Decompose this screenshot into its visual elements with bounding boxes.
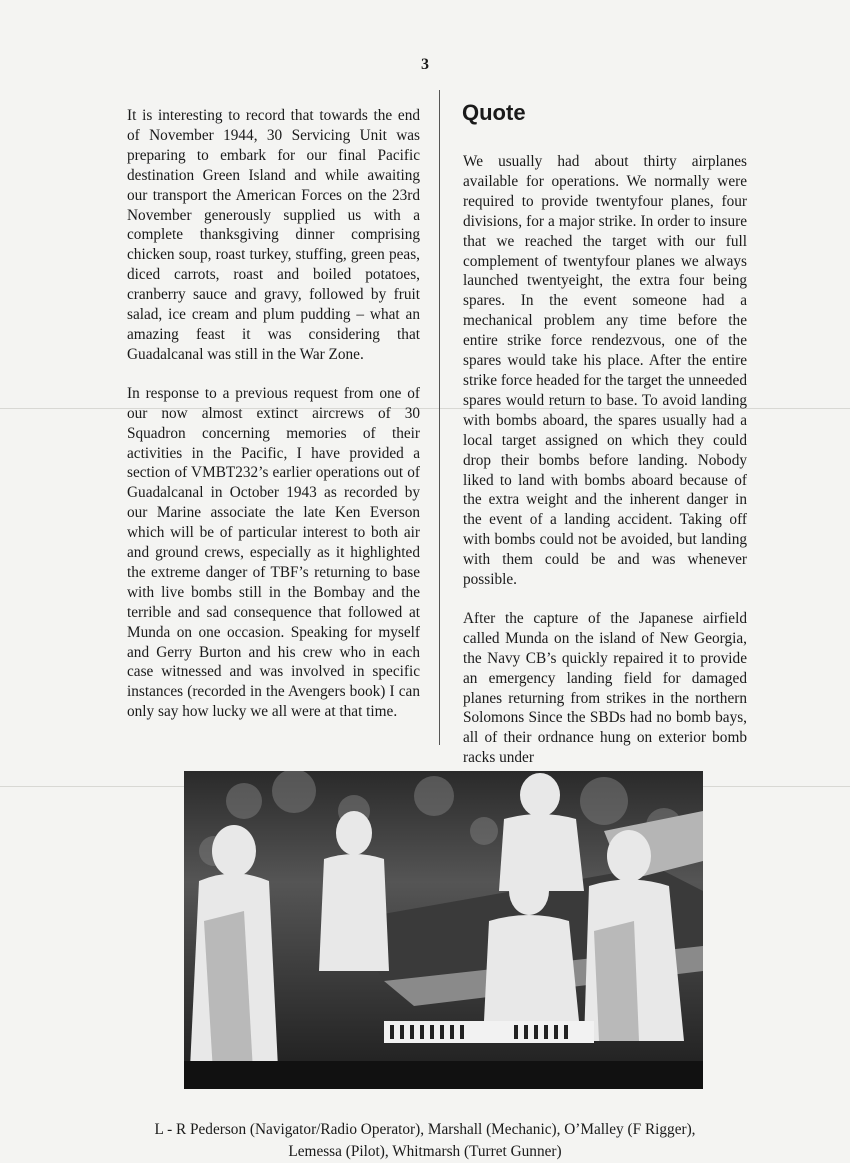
paragraph-thanksgiving: It is interesting to record that towards the end of November 1944, 30 Servicing Unit was preparing to embark for our final Pacific destination Green Island and while awaiting our transport the American Forces on the 23rd November generously supplied us with a complete thanksgiving dinner comprising chicken soup, roast turkey, stuffing, green peas, diced carrots, roast and boiled potatoes, cranberry sauce and gravy, followed by fruit salad, ice cream and plum pudding – what an amazing feast it was considering that Guadalcanal was still in the War Zone. (127, 107, 420, 363)
caption-line-2: Lemessa (Pilot), Whitmarsh (Turret Gunner) (288, 1143, 562, 1160)
left-column (127, 106, 420, 741)
crew-photo (184, 771, 703, 1089)
page-number: 3 (421, 56, 429, 73)
quote-heading: Quote (462, 100, 526, 125)
paragraph-aircrew-memories: In response to a previous request from one of our now almost extinct aircrews of 30 Squadron concerning memories of their activities in the Pacific, I have provided a section of VMBT232’s earlier operations out of Guadalcanal in October 1943 as recorded by our Marine associate the late Ken Everson which will be of particular interest to both air and ground crews, especially as it highlighted the extreme danger of TBF’s returning to base with live bombs still in the Bombay and the terrible and sad consequence that followed at Munda on one occasion. Speaking for myself and Gerry Burton and his crew who in each case witnessed and was involved in specific instances (recorded in the Avengers book) I can only say how lucky we all were at that time. (127, 384, 420, 721)
paragraph-strike-planes: We usually had about thirty airplanes available for operations. We normally were required to provide twentyfour planes, four divisions, for a major strike. In order to insure that we reached the target with our full complement of twentyfour planes we always launched twentyeight, the extra four being spares. In the event someone had a mechanical problem any time before the entire strike force rendezvous, one of the spares would take his place. After the entire strike force headed for the target the unneeded spares would return to base. To avoid landing with bombs aboard, the spares usually had a local target assigned on which they could drop their bombs before landing. Nobody liked to land with bombs aboard because of the extra weight and the inherent danger in the event of a landing accident. Taking off with bombs could not be avoided, but landing with them could be and was whenever possible. (463, 153, 747, 589)
right-column (463, 152, 747, 787)
caption-line-1: L - R Pederson (Navigator/Radio Operator), Marshall (Mechanic), O’Malley (F Rigger), (154, 1121, 696, 1138)
column-divider (439, 90, 440, 745)
photo-caption (0, 1119, 850, 1163)
paragraph-munda-airfield: After the capture of the Japanese airfield called Munda on the island of New Georgia, the Navy CB’s quickly repaired it to provide an emergency landing field for damaged planes returning from strikes in the northern Solomons Since the SBDs had no bomb bays, all of their ordnance hung on exterior bomb racks under (463, 609, 747, 767)
